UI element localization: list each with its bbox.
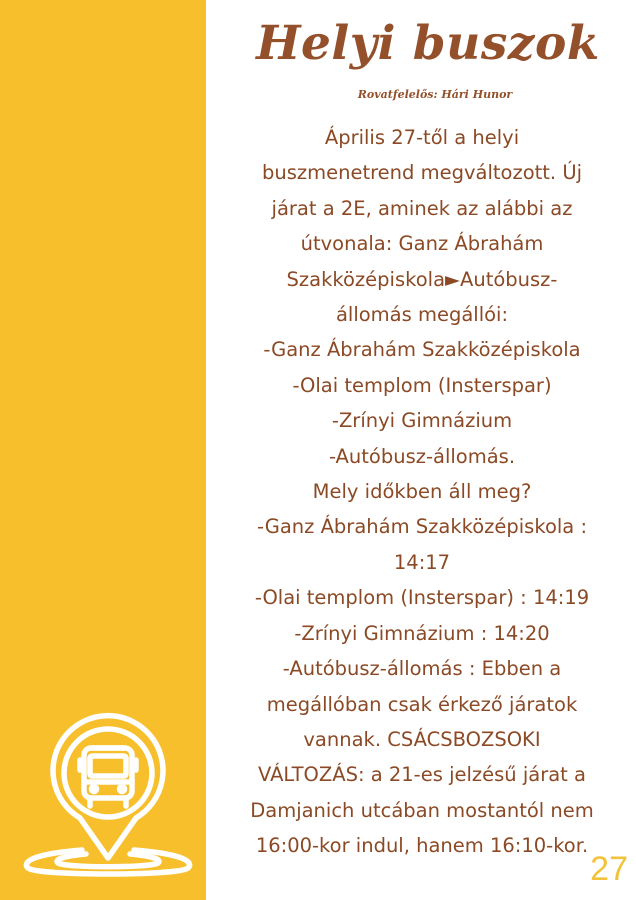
page-number: 27 (590, 850, 628, 888)
article-line: Szakközépiskola►Autóbusz- (286, 267, 558, 291)
article-line: 16:00-kor indul, hanem 16:10-kor. (255, 834, 589, 858)
article-line: -Ganz Ábrahám Szakközépiskola (263, 338, 581, 362)
article-line: Április 27-től a helyi (324, 126, 520, 149)
bus-location-pin-icon (18, 708, 198, 878)
article-line: VÁLTOZÁS: a 21-es jelzésű járat a (258, 763, 586, 787)
article-line: -Zrínyi Gimnázium (331, 409, 513, 433)
article-line: vannak. CSÁCSBOZSOKI (303, 727, 541, 751)
article-body (214, 120, 630, 864)
article-line: -Autóbusz-állomás : Ebben a (282, 657, 562, 681)
article-line: buszmenetrend megváltozott. Új (261, 161, 583, 185)
article-line: megállóban csak érkező járatok (266, 692, 578, 716)
article-line: -Autóbusz-állomás. (328, 444, 516, 468)
article-line: Damjanich utcában mostantól nem (250, 798, 594, 822)
article-line: 14:17 (393, 550, 451, 574)
article-line: -Ganz Ábrahám Szakközépiskola : (256, 515, 588, 539)
article-line: Mely időkben áll meg? (312, 480, 532, 504)
page-title: Helyi buszok (256, 16, 600, 71)
article-line: -Zrínyi Gimnázium : 14:20 (294, 621, 550, 645)
article-line: járat a 2E, aminek az alábbi az (271, 196, 573, 220)
article-line: -Olai templom (Insterspar) (292, 373, 552, 397)
editor-credit: Rovatfelelős: Hári Hunor (357, 88, 513, 101)
article-line: -Olai templom (Insterspar) : 14:19 (254, 586, 590, 610)
sidebar-panel (0, 0, 206, 900)
article-line: állomás megállói: (335, 303, 509, 327)
article-line: útvonala: Ganz Ábrahám (300, 232, 544, 256)
